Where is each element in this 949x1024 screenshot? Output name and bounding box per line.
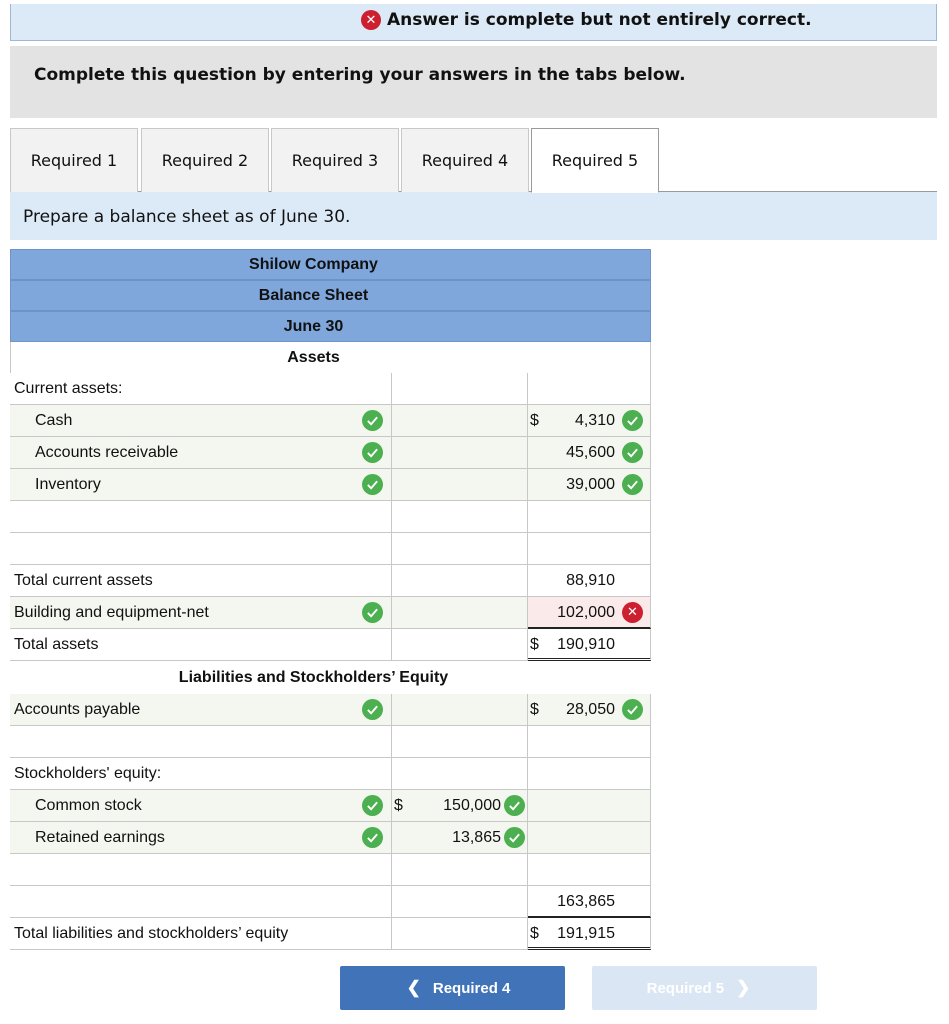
- table-row: [10, 373, 651, 405]
- check-icon: [362, 699, 383, 720]
- table-row: [10, 597, 651, 629]
- stockholders-equity-label: Stockholders' equity:: [14, 765, 162, 782]
- blank-row[interactable]: [10, 726, 651, 758]
- accounts-receivable-label[interactable]: Accounts receivable: [35, 444, 179, 461]
- inventory-amount[interactable]: 39,000: [566, 476, 615, 493]
- currency-symbol: $: [530, 636, 539, 653]
- common-stock-amount[interactable]: 150,000: [443, 797, 501, 814]
- table-row: [10, 790, 651, 822]
- tab-required-2[interactable]: Required 2: [141, 128, 269, 192]
- check-icon: [622, 699, 643, 720]
- table-row: [10, 437, 651, 469]
- building-amount[interactable]: 102,000: [557, 604, 615, 621]
- table-row: [10, 469, 651, 501]
- tab-bar: [10, 128, 937, 192]
- next-button-label: Required 5: [646, 979, 725, 997]
- x-icon: ✕: [361, 10, 381, 30]
- question-prompt: [10, 192, 937, 240]
- currency-symbol: $: [530, 412, 539, 429]
- tab-required-4[interactable]: Required 4: [401, 128, 529, 192]
- accounts-receivable-amount[interactable]: 45,600: [566, 444, 615, 461]
- check-icon: [362, 474, 383, 495]
- retained-earnings-amount[interactable]: 13,865: [452, 829, 501, 846]
- liabilities-heading: Liabilities and Stockholders’ Equity: [178, 668, 449, 686]
- x-icon: ✕: [622, 602, 643, 623]
- total-liabilities-equity-label: Total liabilities and stockholders’ equity: [14, 925, 289, 942]
- next-required-button[interactable]: [592, 966, 817, 1010]
- building-label[interactable]: Building and equipment-net: [14, 604, 209, 621]
- common-stock-label[interactable]: Common stock: [35, 797, 142, 814]
- total-equity-amount: 163,865: [557, 893, 615, 910]
- accounts-payable-label[interactable]: Accounts payable: [14, 701, 141, 718]
- cash-label[interactable]: Cash: [35, 412, 73, 429]
- prev-button-label: Required 4: [432, 979, 511, 997]
- check-icon: [362, 827, 383, 848]
- accounts-payable-amount[interactable]: 28,050: [566, 701, 615, 718]
- current-assets-label: Current assets:: [14, 380, 123, 397]
- chevron-right-icon: ❯: [736, 978, 751, 997]
- table-row: [10, 758, 651, 790]
- check-icon: [504, 827, 525, 848]
- inventory-label[interactable]: Inventory: [35, 476, 101, 493]
- result-banner: [10, 4, 937, 41]
- tab-required-3[interactable]: Required 3: [271, 128, 399, 192]
- currency-symbol: $: [530, 925, 539, 942]
- check-icon: [622, 442, 643, 463]
- total-assets-label: Total assets: [14, 636, 99, 653]
- table-row: [10, 886, 651, 918]
- table-row: [10, 629, 651, 661]
- cash-amount[interactable]: 4,310: [574, 412, 615, 429]
- instruction-panel: [10, 46, 937, 118]
- blank-row[interactable]: [10, 501, 651, 533]
- total-assets-amount: 190,910: [557, 636, 615, 653]
- total-current-assets-amount: 88,910: [566, 572, 615, 589]
- check-icon: [622, 474, 643, 495]
- currency-symbol: $: [530, 701, 539, 718]
- retained-earnings-label[interactable]: Retained earnings: [35, 829, 165, 846]
- tab-required-1[interactable]: Required 1: [10, 128, 138, 192]
- table-row: [10, 694, 651, 726]
- currency-symbol: $: [394, 797, 403, 814]
- assets-heading: Assets: [10, 342, 651, 373]
- check-icon: [362, 602, 383, 623]
- check-icon: [504, 795, 525, 816]
- check-icon: [362, 410, 383, 431]
- check-icon: [622, 410, 643, 431]
- total-liabilities-equity-amount: 191,915: [557, 925, 615, 942]
- statement-title: Balance Sheet: [10, 280, 651, 311]
- company-name: Shilow Company: [10, 249, 651, 280]
- prompt-text: Prepare a balance sheet as of June 30.: [23, 207, 351, 227]
- table-row: [10, 822, 651, 854]
- instruction-text: Complete this question by entering your answers in the tabs below.: [34, 65, 686, 85]
- table-row: [10, 405, 651, 437]
- statement-date: June 30: [10, 311, 651, 342]
- total-current-assets-label: Total current assets: [14, 572, 153, 589]
- result-message: Answer is complete but not entirely correct.: [387, 10, 812, 30]
- table-row: [10, 918, 651, 950]
- tab-required-5[interactable]: Required 5: [531, 128, 659, 193]
- blank-row[interactable]: [10, 533, 651, 565]
- table-row: [10, 565, 651, 597]
- chevron-left-icon: ❮: [406, 978, 421, 997]
- prev-required-button[interactable]: [340, 966, 565, 1010]
- blank-row[interactable]: [10, 854, 651, 886]
- check-icon: [362, 795, 383, 816]
- check-icon: [362, 442, 383, 463]
